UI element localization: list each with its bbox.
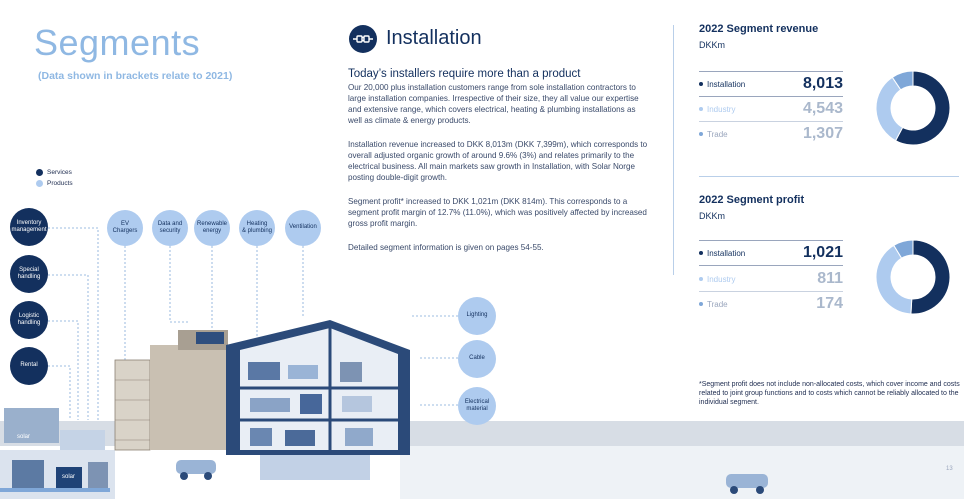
revenue-row-installation xyxy=(699,75,843,93)
row-label: Trade xyxy=(707,299,728,309)
installation-paragraph-4: Detailed segment information is given on pages 54-55. xyxy=(348,243,544,252)
solar-label-2: solar xyxy=(62,474,76,480)
revenue-unit: DKKm xyxy=(699,40,726,50)
legend-services-label: Services xyxy=(47,169,72,176)
installation-title: Installation xyxy=(386,27,482,49)
row-label-wrap xyxy=(699,300,728,309)
product-label: EV Chargers xyxy=(112,220,138,234)
service-special-handling xyxy=(10,255,48,293)
footnote: *Segment profit does not include non-allocated costs, which cover income and costs related to joint group functions and to costs which cannot be reliably allocated to the individual segment. xyxy=(699,381,960,407)
row-value: 811 xyxy=(817,270,843,287)
installation-paragraph-3: Segment profit* increased to DKK 1,021m (DKK 814m). This corresponds to a segment profit margin of 12.7% (11.0%), which was positively affected by increased gross profit margin. xyxy=(348,197,647,228)
row-label-wrap xyxy=(699,130,728,139)
row-label: Industry xyxy=(707,274,736,284)
revenue-title: 2022 Segment revenue xyxy=(699,23,819,35)
row-value: 1,021 xyxy=(802,244,843,261)
page-title: Segments xyxy=(34,22,201,63)
product-ev-chargers xyxy=(107,210,143,246)
legend-products-label: Products xyxy=(47,180,73,187)
row-label-wrap xyxy=(699,249,745,258)
product-label: Cable xyxy=(469,355,485,362)
row-label-wrap xyxy=(699,275,735,284)
solar-label-1: solar xyxy=(17,434,31,440)
bullet-icon xyxy=(699,302,703,306)
bullet-icon xyxy=(699,107,703,111)
profit-slice-installation xyxy=(911,240,950,314)
row-label: Industry xyxy=(707,104,736,114)
profit-unit: DKKm xyxy=(699,211,726,221)
bullet-icon xyxy=(699,277,703,281)
product-electrical-material xyxy=(458,387,496,425)
bullet-icon xyxy=(699,82,703,86)
bullet-icon xyxy=(699,132,703,136)
section-divider xyxy=(699,176,959,177)
profit-row-installation xyxy=(699,244,843,262)
column-divider xyxy=(673,25,674,275)
service-label: Logistic handling xyxy=(17,312,41,326)
divider xyxy=(699,96,843,97)
divider xyxy=(699,291,843,292)
row-value: 1,307 xyxy=(802,125,843,142)
service-inventory-management xyxy=(10,208,48,246)
product-label: Lighting xyxy=(466,312,488,319)
divider xyxy=(699,121,843,122)
installation-lead: Today’s installers require more than a product xyxy=(348,68,581,80)
bullet-icon xyxy=(699,251,703,255)
product-label: Data and security xyxy=(157,220,183,234)
page-number: 13 xyxy=(946,466,953,472)
product-cable xyxy=(458,340,496,378)
product-data-security xyxy=(152,210,188,246)
plug-icon xyxy=(349,25,377,53)
installation-paragraph-1: Our 20,000 plus installation customers range from sole installation contractors to large installation companies. Irrespective of their size, they all value our expertise and extensive range, which covers electrical, heating & plumbing installations as well as climate & energy products. xyxy=(348,83,639,125)
profit-row-trade xyxy=(699,295,843,313)
row-label: Installation xyxy=(707,79,746,89)
divider xyxy=(699,240,843,241)
service-label: Special handling xyxy=(17,266,41,280)
divider xyxy=(699,265,843,266)
row-label: Trade xyxy=(707,129,728,139)
service-label: Rental xyxy=(20,362,38,369)
row-value: 174 xyxy=(816,295,843,312)
product-label: Ventilation xyxy=(289,224,317,231)
row-label: Installation xyxy=(707,248,746,258)
page-subtitle: (Data shown in brackets relate to 2021) xyxy=(38,70,233,82)
service-rental xyxy=(10,347,48,385)
product-heating-plumbing xyxy=(239,210,275,246)
divider xyxy=(699,71,843,72)
product-label: Electrical material xyxy=(464,398,490,412)
product-label: Renewable energy xyxy=(196,220,228,234)
profit-row-industry xyxy=(699,270,843,288)
product-lighting xyxy=(458,297,496,335)
product-renewable-energy xyxy=(194,210,230,246)
row-label-wrap xyxy=(699,105,735,114)
service-logistic-handling xyxy=(10,301,48,339)
product-label: Heating & plumbing xyxy=(241,220,273,234)
row-value: 8,013 xyxy=(802,75,843,92)
revenue-row-trade xyxy=(699,125,843,143)
row-value: 4,543 xyxy=(802,100,843,117)
revenue-row-industry xyxy=(699,100,843,118)
product-ventilation xyxy=(285,210,321,246)
service-label: Inventory management xyxy=(11,219,47,233)
profit-title: 2022 Segment profit xyxy=(699,194,805,206)
revenue-donut-chart xyxy=(874,69,952,147)
profit-donut-chart xyxy=(874,238,952,316)
row-label-wrap xyxy=(699,80,745,89)
installation-paragraph-2: Installation revenue increased to DKK 8,013m (DKK 7,399m), which corresponds to overall adjusted organic growth of around 9.6% (3%) and relates primarily to the electrical business. All main markets saw growth in Installation, with Solar Norge posting double-digit growth. xyxy=(348,140,648,182)
